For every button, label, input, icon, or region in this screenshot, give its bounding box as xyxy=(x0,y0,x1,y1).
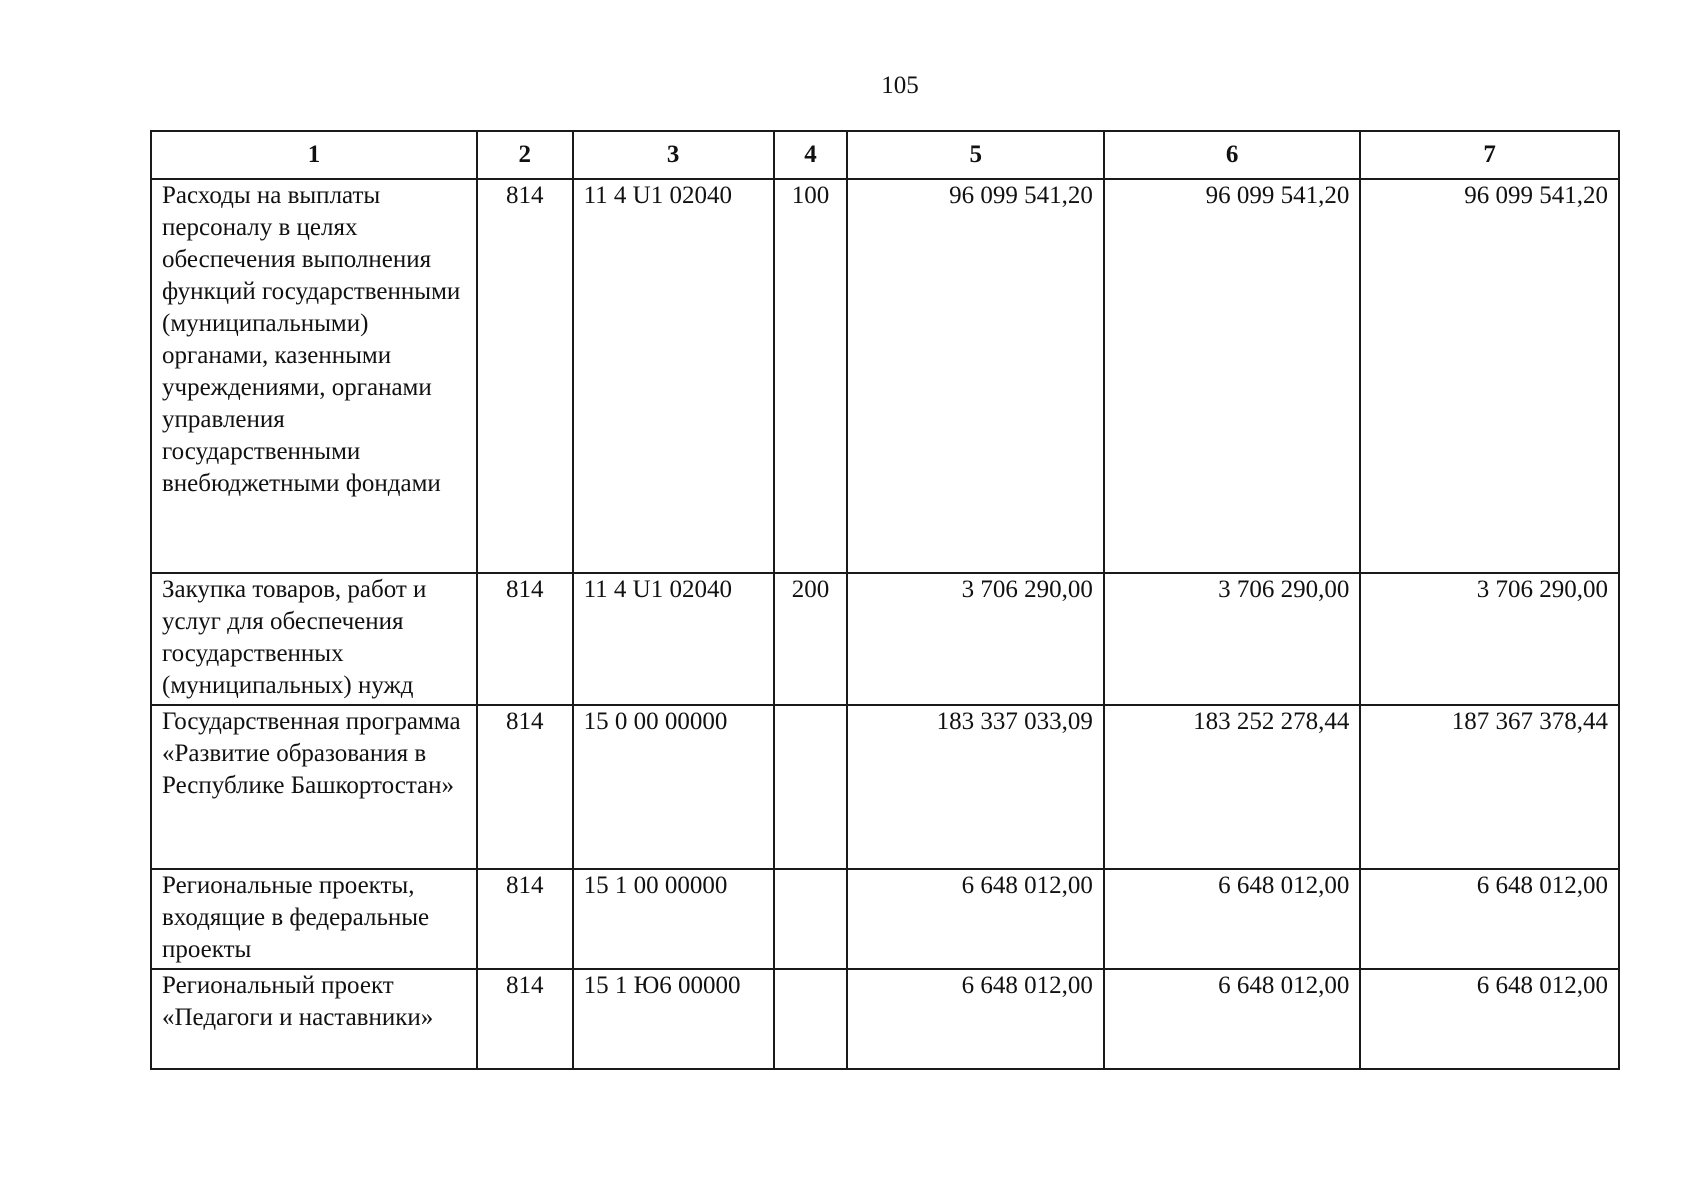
row-name-cell: Закупка товаров, работ и услуг для обеспечения государственных (муниципальных) нужд xyxy=(151,573,477,705)
amount-col6-cell: 183 252 278,44 xyxy=(1104,705,1360,869)
column-header: 6 xyxy=(1104,131,1360,179)
target-code-cell: 15 1 00 00000 xyxy=(573,869,774,969)
column-header: 4 xyxy=(774,131,848,179)
ministry-cell: 814 xyxy=(477,705,573,869)
amount-col6-cell: 6 648 012,00 xyxy=(1104,869,1360,969)
target-code-cell: 15 0 00 00000 xyxy=(573,705,774,869)
table-row xyxy=(151,573,1619,705)
expense-type-cell: 100 xyxy=(774,179,848,573)
amount-col7-cell: 6 648 012,00 xyxy=(1360,969,1619,1069)
amount-col6-cell: 6 648 012,00 xyxy=(1104,969,1360,1069)
ministry-cell: 814 xyxy=(477,573,573,705)
amount-col7-cell: 3 706 290,00 xyxy=(1360,573,1619,705)
expense-type-cell xyxy=(774,705,848,869)
expense-type-cell xyxy=(774,969,848,1069)
header-row xyxy=(151,131,1619,179)
table-row xyxy=(151,869,1619,969)
table-row xyxy=(151,705,1619,869)
amount-col7-cell: 187 367 378,44 xyxy=(1360,705,1619,869)
amount-col5-cell: 6 648 012,00 xyxy=(847,869,1103,969)
expense-type-cell: 200 xyxy=(774,573,848,705)
ministry-cell: 814 xyxy=(477,869,573,969)
amount-col6-cell: 3 706 290,00 xyxy=(1104,573,1360,705)
row-name-cell: Региональные проекты, входящие в федеральные проекты xyxy=(151,869,477,969)
column-header: 5 xyxy=(847,131,1103,179)
amount-col5-cell: 183 337 033,09 xyxy=(847,705,1103,869)
row-name-cell: Расходы на выплаты персоналу в целях обеспечения выполнения функций государственными (муниципальными) органами, казенными учреждениями, органами управления государственными внебюджетными фондами xyxy=(151,179,477,573)
budget-table xyxy=(150,130,1620,1070)
amount-col6-cell: 96 099 541,20 xyxy=(1104,179,1360,573)
page-number: 105 xyxy=(881,72,919,99)
target-code-cell: 15 1 Ю6 00000 xyxy=(573,969,774,1069)
amount-col5-cell: 6 648 012,00 xyxy=(847,969,1103,1069)
column-header: 3 xyxy=(573,131,774,179)
target-code-cell: 11 4 U1 02040 xyxy=(573,573,774,705)
row-name-cell: Государственная программа «Развитие образования в Республике Башкортостан» xyxy=(151,705,477,869)
amount-col7-cell: 96 099 541,20 xyxy=(1360,179,1619,573)
target-code-cell: 11 4 U1 02040 xyxy=(573,179,774,573)
row-name-cell: Региональный проект «Педагоги и наставники» xyxy=(151,969,477,1069)
expense-type-cell xyxy=(774,869,848,969)
column-header: 7 xyxy=(1360,131,1619,179)
amount-col5-cell: 96 099 541,20 xyxy=(847,179,1103,573)
table-row xyxy=(151,179,1619,573)
table-row xyxy=(151,969,1619,1069)
column-header: 1 xyxy=(151,131,477,179)
ministry-cell: 814 xyxy=(477,969,573,1069)
amount-col7-cell: 6 648 012,00 xyxy=(1360,869,1619,969)
column-header: 2 xyxy=(477,131,573,179)
amount-col5-cell: 3 706 290,00 xyxy=(847,573,1103,705)
ministry-cell: 814 xyxy=(477,179,573,573)
